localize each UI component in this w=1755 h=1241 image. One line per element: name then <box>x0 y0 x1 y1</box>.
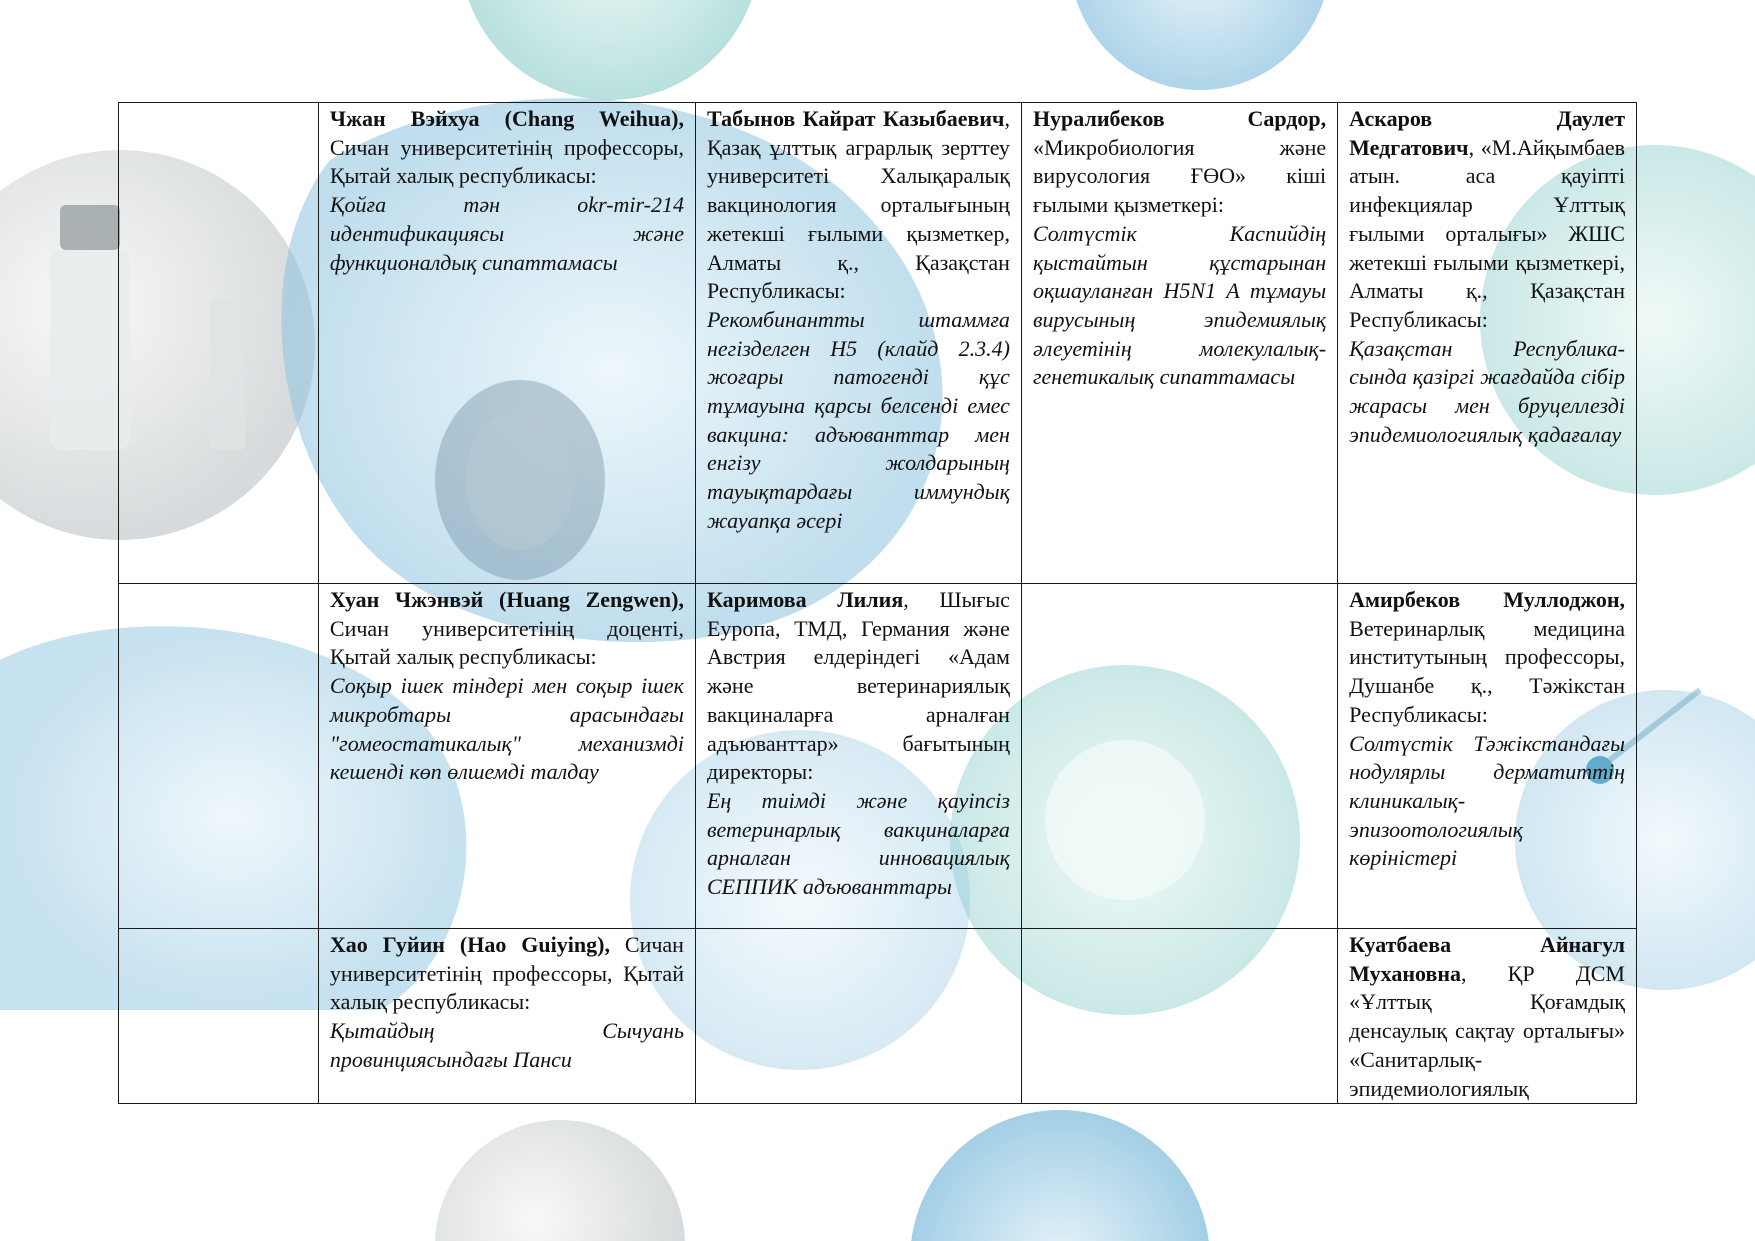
table-cell <box>119 929 319 1104</box>
talk-topic: Қойға тән okr-mir-214 идентификациясы және функционалдық сипаттамасы <box>329 192 684 275</box>
table-cell <box>119 103 319 584</box>
empty-cell <box>1021 584 1337 929</box>
table-row <box>119 103 1637 584</box>
talk-topic: Қазақстан Республика-сында қазіргі жағдайда сібір жарасы мен бруцеллезді эпидемиологиялық қадағалау <box>1349 335 1625 447</box>
table-row <box>119 929 1637 1104</box>
speaker-name: Нуралибеков Сардор, <box>1032 106 1327 131</box>
speaker-affiliation: Сичан университетінің профессоры, Қытай халық республикасы: <box>329 134 684 189</box>
empty-cell <box>1021 929 1337 1104</box>
decor-circle-top-center <box>460 0 760 100</box>
empty-cell <box>695 929 1021 1104</box>
program-table <box>118 102 1637 1104</box>
speaker-name: Аскаров Даулет Медгатович <box>1349 106 1625 160</box>
speaker-cell <box>318 103 695 584</box>
speaker-affiliation: «Микробиология және вирусология ҒӨО» кіші ғылыми қызметкері: <box>1032 134 1327 218</box>
speaker-name: Табынов Кайрат Казыбаевич <box>706 106 1005 131</box>
speaker-affiliation: , Шығыс Еуропа, ТМД, Германия және Австрия елдеріндегі «Адам және ветеринариялық вакциналарға арналған адъюванттар» бағытының директоры: <box>706 587 1010 785</box>
speaker-cell <box>1338 584 1637 929</box>
speaker-cell <box>318 584 695 929</box>
talk-topic: Ең тиімді және қауіпсіз ветеринарлық вакциналарға арналған инновациялық СЕППИК адъюванттары <box>706 787 1010 900</box>
talk-topic: Рекомбинантты штаммға негізделген Н5 (клайд 2.3.4) жоғары патогенді құс тұмауына қарсы белсенді емес вакцина: адъюванттар мен енгізу жолдарының тауықтардағы иммундық жауапқа әсері <box>706 306 1010 533</box>
speaker-cell <box>1021 103 1337 584</box>
talk-topic: Солтүстік Каспийдің қыстайтын құстарынан оқшауланған H5N1 A тұмауы вирусының эпидемиялық әлеуетінің молекулалық-генетикалық сипаттамасы <box>1032 220 1327 390</box>
speaker-name: Амирбеков Муллоджон, <box>1349 587 1625 612</box>
talk-topic: Соқыр ішек тіндері мен соқыр ішек микробтары арасындағы "гомеостатикалық" механизмді кешенді көп өлшемді талдау <box>329 673 684 785</box>
speaker-cell <box>1338 103 1637 584</box>
decor-circle-bottom-right <box>910 1110 1210 1241</box>
speaker-cell <box>318 929 695 1104</box>
speaker-affiliation: Сичан университетінің доценті, Қытай халық республикасы: <box>329 615 684 670</box>
speaker-affiliation: , ҚР ДСМ «Ұлттық Қоғамдық денсаулық сақтау орталығы» «Санитарлық-эпидемиологиялық <box>1349 960 1625 1101</box>
decor-circle-top-right <box>1070 0 1330 90</box>
decor-circle-bottom-left <box>435 1120 685 1241</box>
speaker-affiliation: , Қазақ ұлттық аграрлық зерттеу университеті Халықаралық вакцинология орталығының жетекші ғылыми қызметкер, Алматы қ., Қазақстан Республикасы: <box>706 106 1010 304</box>
talk-topic: Солтүстік Тәжікстандағы нодулярлы дерматиттің клиникалық-эпизоотологиялық көріністері <box>1349 730 1625 871</box>
speaker-name: Каримова Лилия <box>706 587 904 612</box>
speaker-name: Куатбаева Айнагул Мухановна <box>1349 932 1625 986</box>
table-cell <box>119 584 319 929</box>
talk-topic: Қытайдың Сычуань провинциясындағы Панси <box>329 1018 684 1072</box>
speaker-name: Чжан Вэйхуа (Chang Weihua), <box>329 106 684 131</box>
speaker-cell <box>1338 929 1637 1104</box>
table-row <box>119 584 1637 929</box>
speaker-affiliation: , «М.Айқымбаев атын. аса қауіпті инфекциялар Ұлттық ғылыми орталығы» ЖШС жетекші ғылыми қызметкері, Алматы қ., Қазақстан Республикасы: <box>1349 134 1625 332</box>
speaker-affiliation: Ветеринарлық медицина институтының профессоры, Душанбе қ., Тәжікстан Республикасы: <box>1349 615 1625 727</box>
speaker-affiliation: Сичан университетінің профессоры, Қытай халық республикасы: <box>329 932 684 1015</box>
speaker-name: Хуан Чжэнвэй (Huang Zengwen), <box>329 587 684 612</box>
speaker-name: Хао Гуйин (Hao Guiying), <box>329 932 610 957</box>
speaker-cell <box>695 103 1021 584</box>
speaker-cell <box>695 584 1021 929</box>
